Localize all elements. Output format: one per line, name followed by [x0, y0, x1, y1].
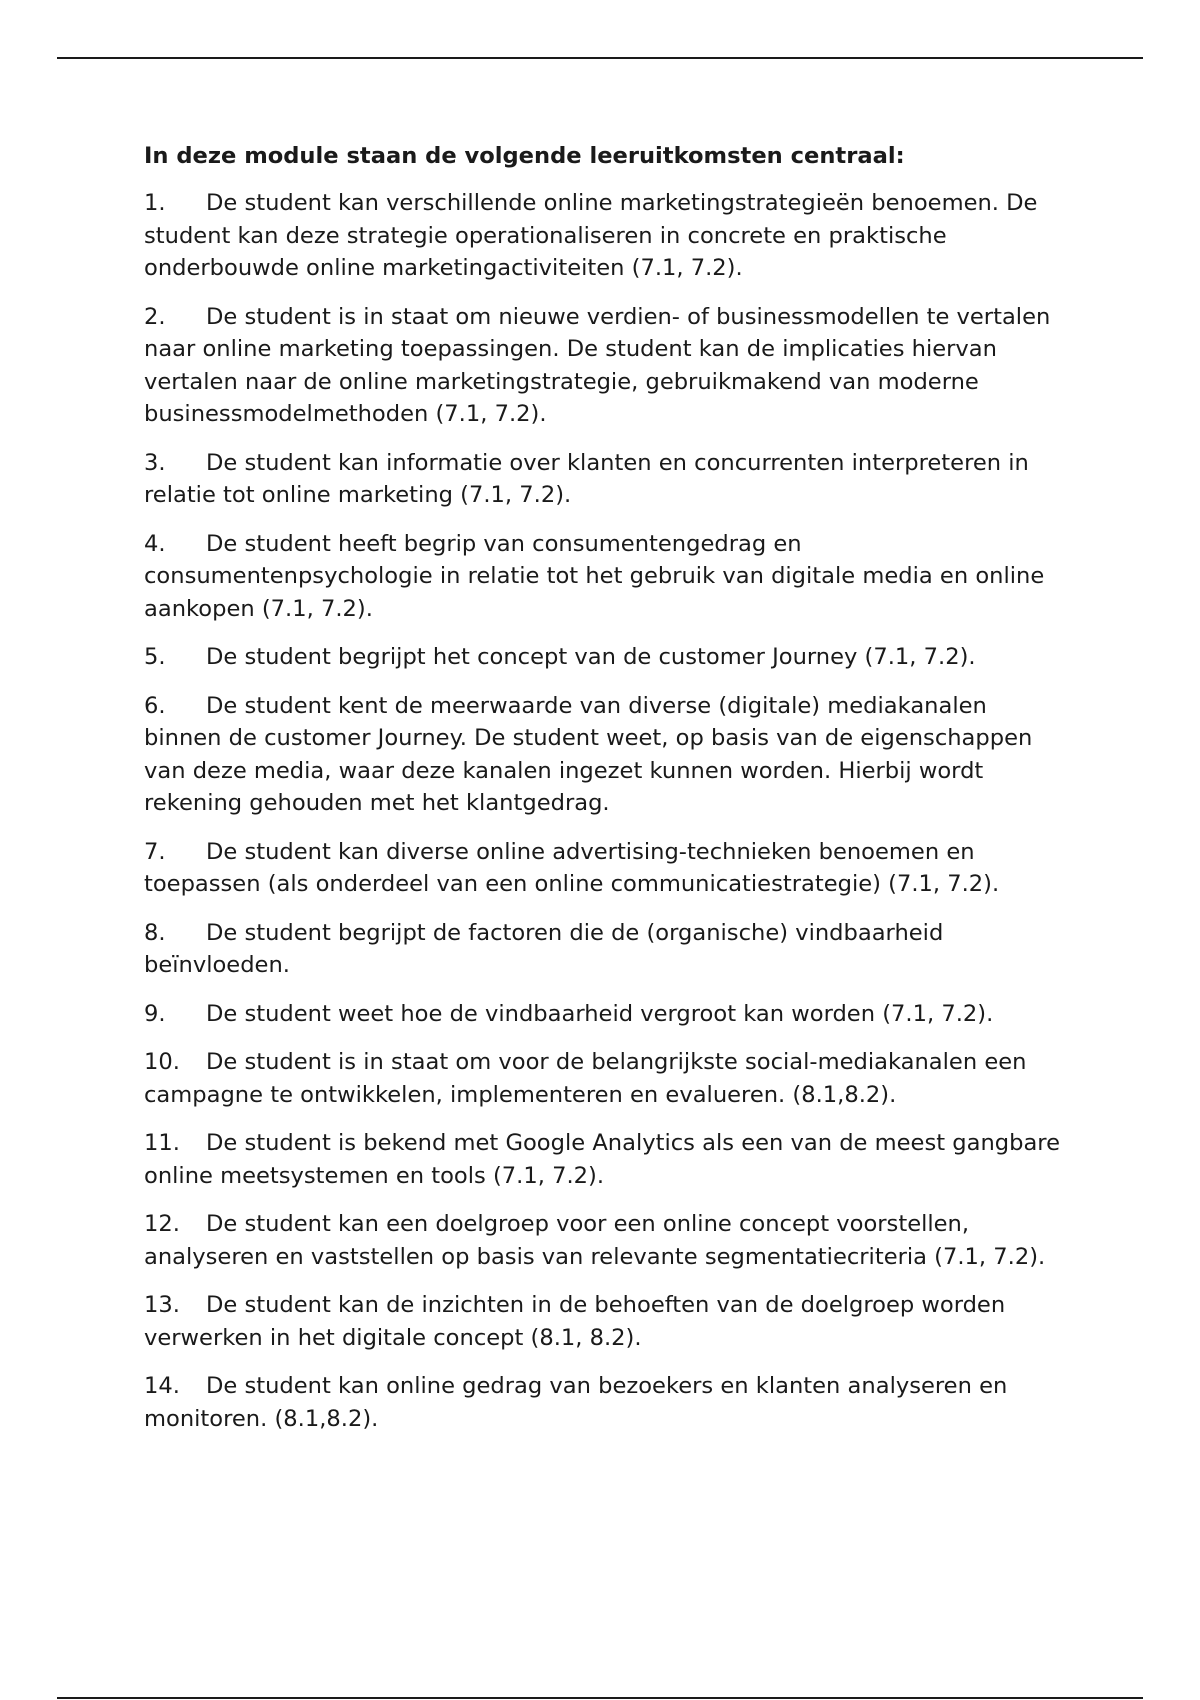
item-text: De student kan informatie over klanten en concurrenten interpreteren in relatie tot online marketing (7.1, 7.2). — [144, 449, 1029, 508]
item-number: 8. — [144, 919, 166, 946]
list-item — [144, 447, 1064, 512]
list-item — [144, 1046, 1064, 1111]
item-text: De student is in staat om nieuwe verdien- of businessmodellen te vertalen naar online marketing toepassingen. De student kan de implicaties hiervan vertalen naar de online marketingstrategie, gebruikmakend van moderne businessmodelmethoden (7.1, 7.2). — [144, 303, 1051, 427]
list-item — [144, 1208, 1064, 1273]
item-number: 7. — [144, 838, 166, 865]
item-text: De student weet hoe de vindbaarheid vergroot kan worden (7.1, 7.2). — [206, 1000, 994, 1027]
item-number: 9. — [144, 1000, 166, 1027]
item-text: De student kan online gedrag van bezoekers en klanten analyseren en monitoren. (8.1,8.2). — [144, 1373, 1008, 1432]
list-item — [144, 1127, 1064, 1192]
list-item — [144, 1289, 1064, 1354]
list-item — [144, 998, 1064, 1031]
item-text: De student kan diverse online advertising-technieken benoemen en toepassen (als onderdeel van een online communicatiestrategie) (7.1, 7.2). — [144, 838, 1000, 897]
list-item — [144, 917, 1064, 982]
item-number: 4. — [144, 530, 166, 557]
item-number: 13. — [144, 1292, 180, 1318]
item-text: De student is bekend met Google Analytics als een van de meest gangbare online meetsystemen en tools (7.1, 7.2). — [144, 1130, 1060, 1189]
list-item — [144, 1370, 1064, 1435]
header-rule — [57, 57, 1143, 59]
list-item — [144, 187, 1064, 285]
item-text: De student kan een doelgroep voor een online concept voorstellen, analyseren en vaststellen op basis van relevante segmentatiecriteria (7.1, 7.2). — [144, 1211, 1046, 1270]
item-number: 6. — [144, 692, 166, 719]
item-number: 2. — [144, 303, 166, 330]
section-heading: In deze module staan de volgende leeruitkomsten centraal: — [144, 143, 905, 169]
item-text: De student kent de meerwaarde van diverse (digitale) mediakanalen binnen de customer Journey. De student weet, op basis van de eigenschappen van deze media, waar deze kanalen ingezet kunnen worden. Hierbij wordt rekening gehouden met het klantgedrag. — [144, 692, 1033, 816]
footer-rule — [57, 1697, 1143, 1699]
item-number: 10. — [144, 1049, 180, 1075]
item-text: De student kan verschillende online marketingstrategieën benoemen. De student kan deze strategie operationaliseren in concrete en praktische onderbouwde online marketingactiviteiten (7.1, 7.2). — [144, 190, 1038, 281]
item-number: 3. — [144, 449, 166, 476]
item-text: De student begrijpt de factoren die de (organische) vindbaarheid beïnvloeden. — [144, 919, 944, 978]
list-item — [144, 690, 1064, 820]
item-text: De student heeft begrip van consumentengedrag en consumentenpsychologie in relatie tot het gebruik van digitale media en online aankopen (7.1, 7.2). — [144, 530, 1045, 622]
list-item — [144, 528, 1064, 626]
document-body — [144, 140, 1064, 1451]
item-text: De student is in staat om voor de belangrijkste social-mediakanalen een campagne te ontwikkelen, implementeren en evalueren. (8.1,8.2). — [144, 1049, 1027, 1108]
item-text: De student begrijpt het concept van de customer Journey (7.1, 7.2). — [206, 644, 976, 670]
list-item — [144, 301, 1064, 431]
item-number: 14. — [144, 1373, 180, 1399]
list-item — [144, 641, 1064, 674]
item-number: 12. — [144, 1211, 180, 1237]
item-text: De student kan de inzichten in de behoeften van de doelgroep worden verwerken in het digitale concept (8.1, 8.2). — [144, 1292, 1006, 1351]
item-number: 11. — [144, 1130, 180, 1156]
item-number: 1. — [144, 190, 166, 216]
item-number: 5. — [144, 644, 166, 670]
list-item — [144, 836, 1064, 901]
